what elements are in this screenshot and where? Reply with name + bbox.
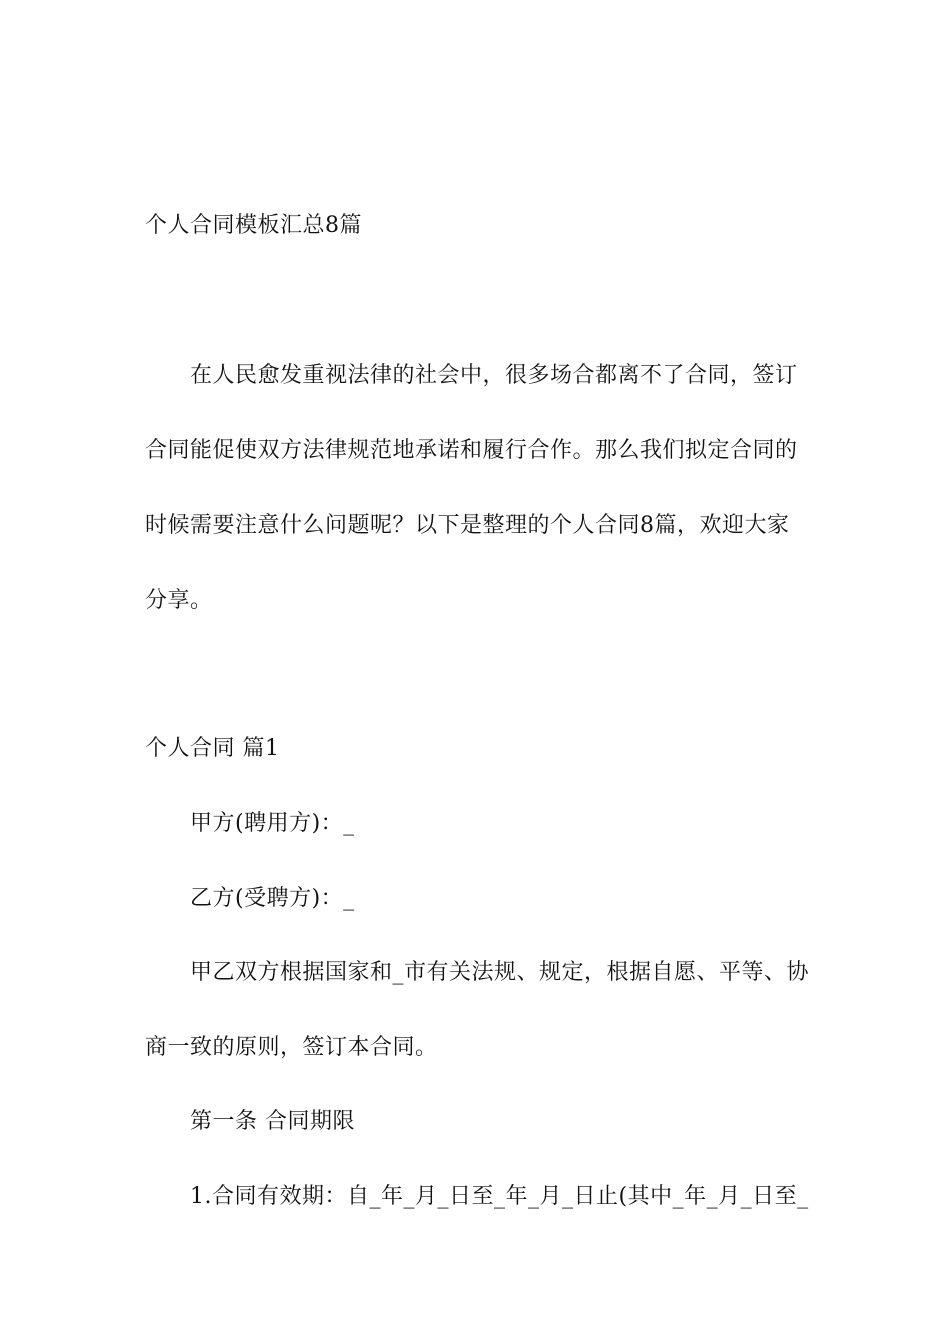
intro-line-2: 合同能促使双方法律规范地承诺和履行合作。那么我们拟定合同的 xyxy=(145,438,798,463)
intro-line-1: 在人民愈发重视法律的社会中，很多场合都离不了合同，签订 xyxy=(190,363,798,388)
intro-line-3: 时候需要注意什么问题呢？以下是整理的个人合同8篇，欢迎大家 xyxy=(145,513,790,538)
section-heading: 个人合同 篇1 xyxy=(145,736,280,761)
preamble-line-1: 甲乙双方根据国家和_市有关法规、规定，根据自愿、平等、协 xyxy=(190,960,810,985)
party-a-line: 甲方(聘用方)：_ xyxy=(190,811,355,836)
clause-1-1: 1.合同有效期：自_年_月_日至_年_月_日止(其中_年_月_日至_ xyxy=(190,1184,809,1209)
party-b-line: 乙方(受聘方)：_ xyxy=(190,886,355,911)
article-1-heading: 第一条 合同期限 xyxy=(190,1109,355,1134)
preamble-line-2: 商一致的原则，签订本合同。 xyxy=(145,1035,438,1060)
document-title: 个人合同模板汇总8篇 xyxy=(145,213,362,238)
intro-line-4: 分享。 xyxy=(145,588,213,613)
